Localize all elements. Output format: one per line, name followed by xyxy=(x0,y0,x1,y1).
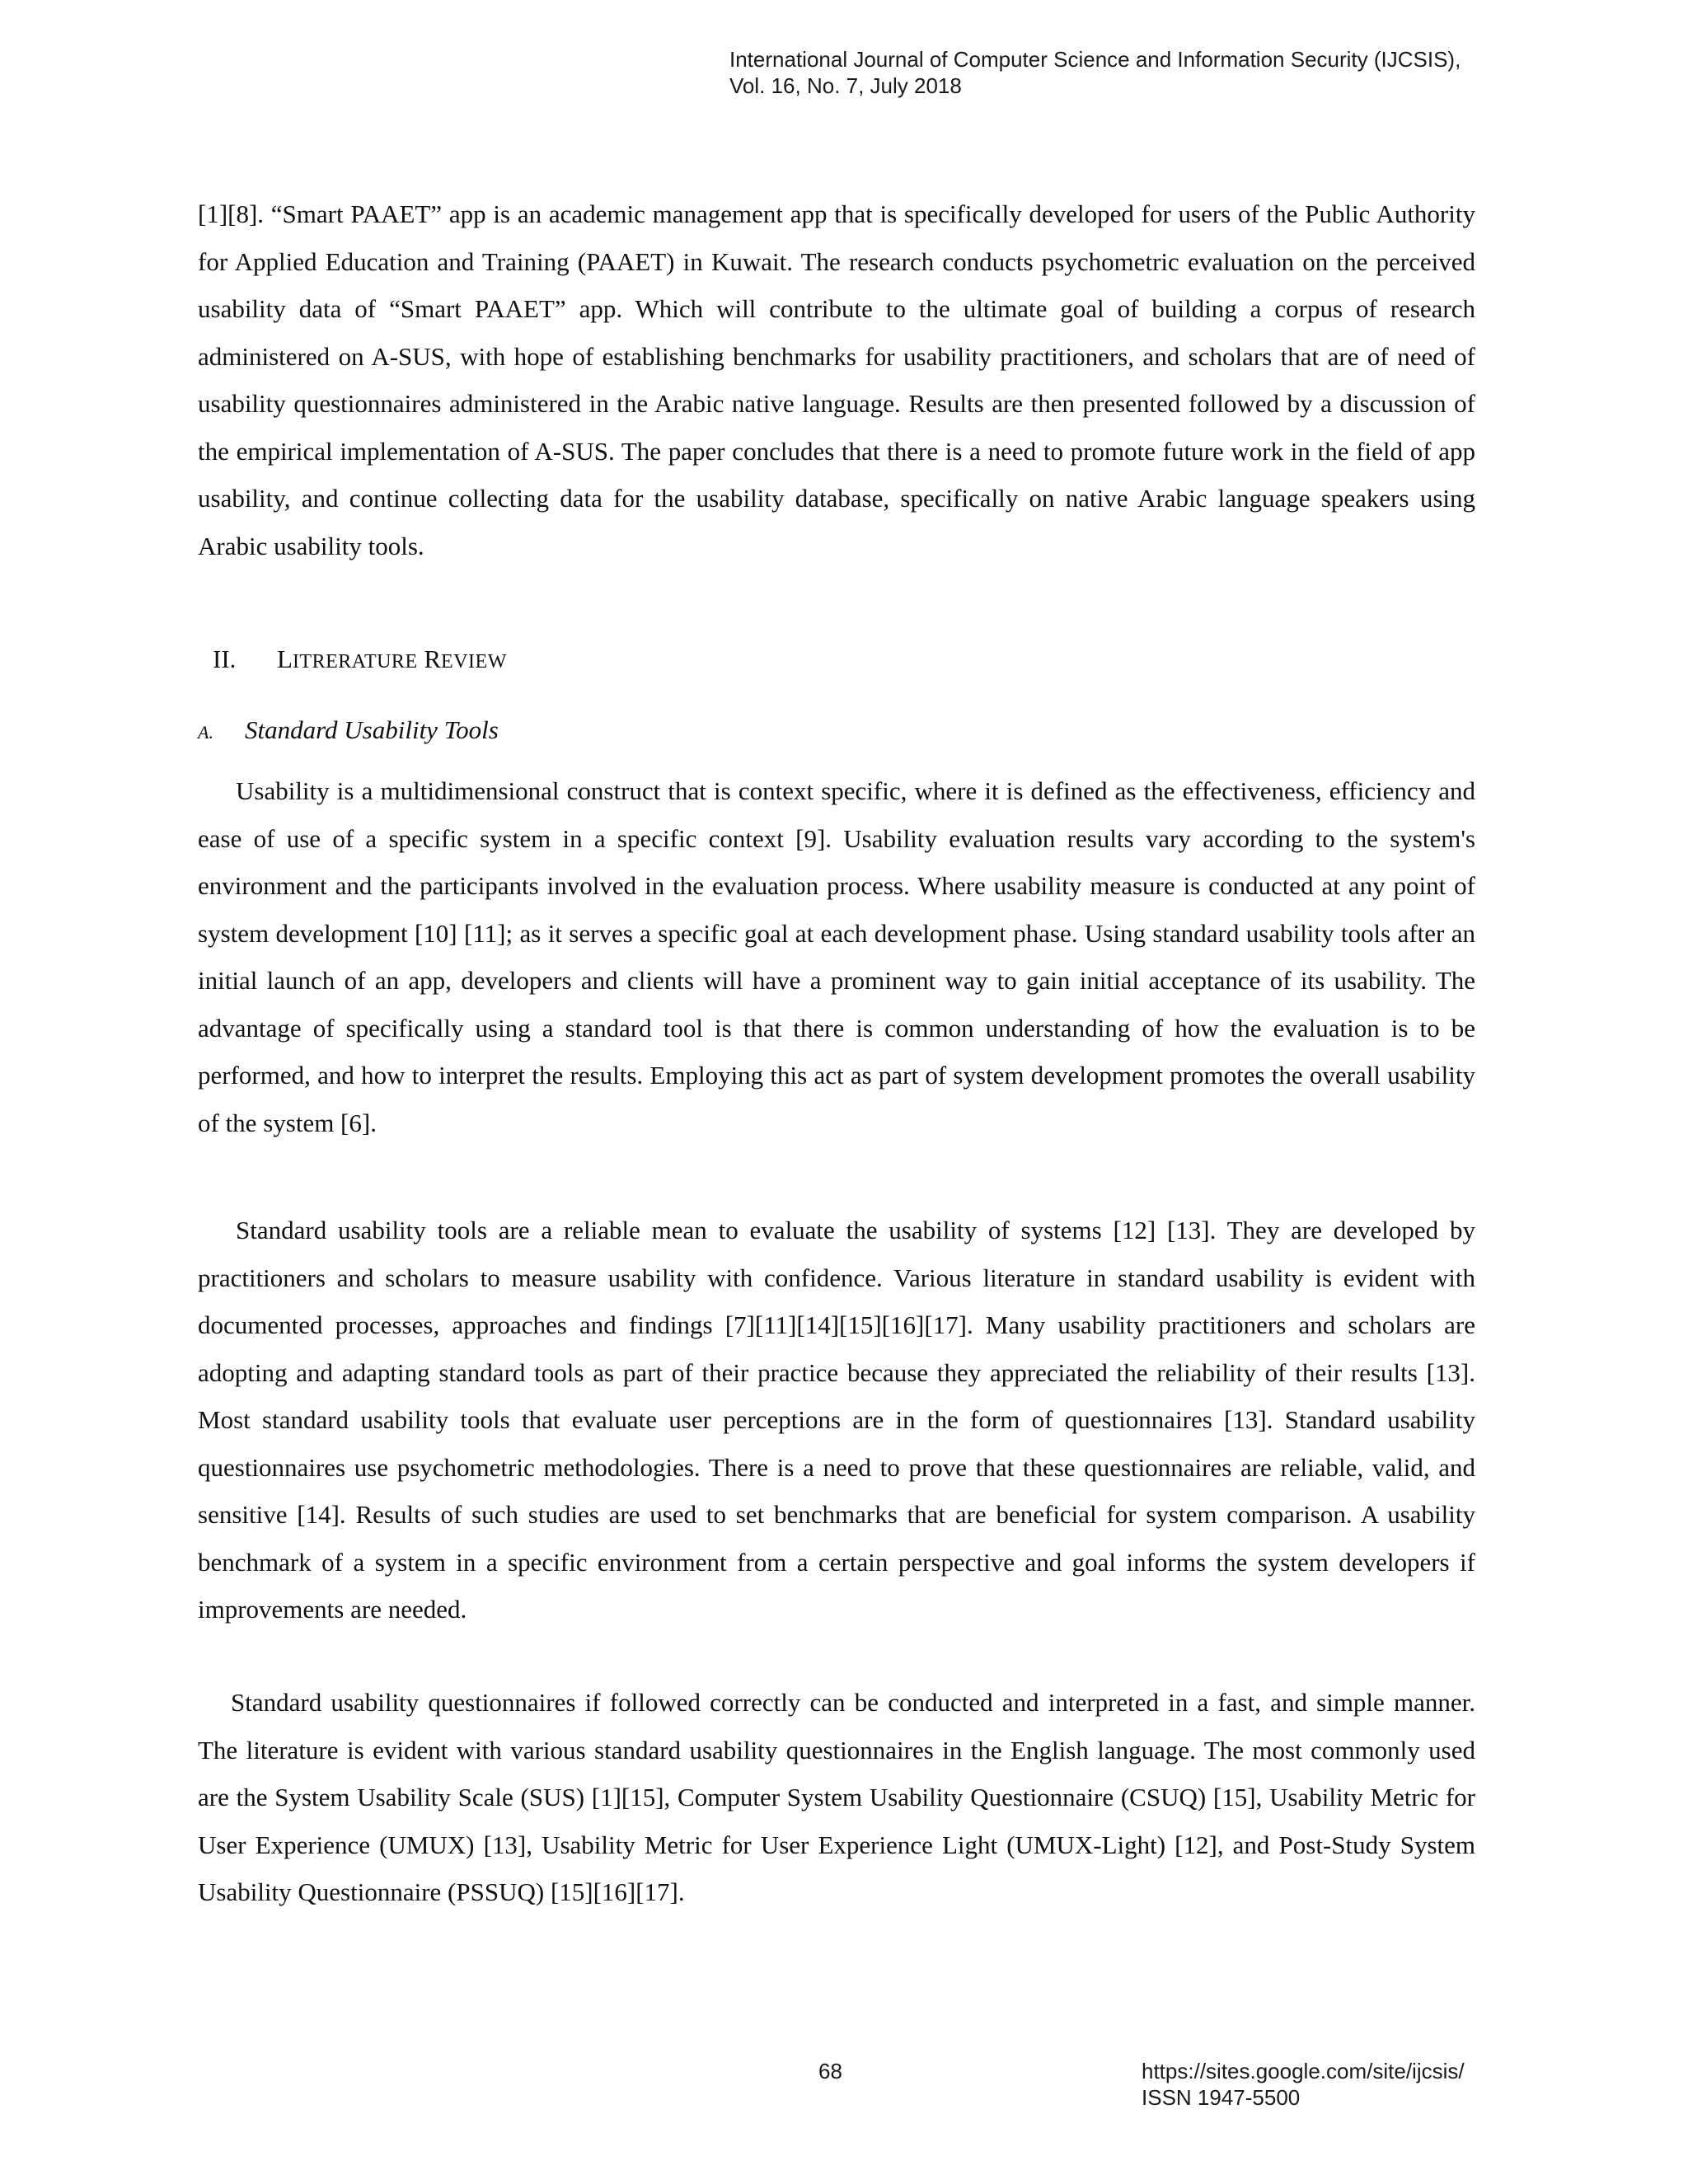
section-title-cap-2: R xyxy=(424,644,442,673)
journal-title-line: International Journal of Computer Science and Information Security (IJCSIS), xyxy=(729,47,1461,72)
journal-volume-line: Vol. 16, No. 7, July 2018 xyxy=(729,73,962,98)
footer-info xyxy=(1142,2058,1465,2111)
subsection-letter: A. xyxy=(198,722,213,743)
usability-paragraph-2: Standard usability tools are a reliable mean to evaluate the usability of systems [12] [13]. They are developed by practitioners and scholars to measure usability with confidence. Various literature in standard usability is evident with documented processes, approaches and findings [7][11][14][15][16][17]. Many usability practitioners and scholars are adopting and adapting standard tools as part of their practice because they appreciated the reliability of their results [13]. Most standard usability tools that evaluate user perceptions are in the form of questionnaires [13]. Standard usability questionnaires use psychometric methodologies. There is a need to prove that these questionnaires are reliable, valid, and sensitive [14]. Results of such studies are used to set benchmarks that are beneficial for system comparison. A usability benchmark of a system in a specific environment from a certain perspective and goal informs the system developers if improvements are needed. xyxy=(198,1216,1475,1624)
subsection-heading xyxy=(198,714,499,749)
issn: ISSN 1947-5500 xyxy=(1142,2085,1301,2110)
usability-paragraph-1: Usability is a multidimensional construct that is context specific, where it is defined as the effectiveness, efficiency and ease of use of a specific system in a specific context [9]. Usability evaluation results vary according to the system's environment and the participants involved in the evaluation process. Where usability measure is conducted at any point of system development [10] [11]; as it serves a specific goal at each development phase. Using standard usability tools after an initial launch of an app, developers and clients will have a prominent way to gain initial acceptance of its usability. The advantage of specifically using a standard tool is that there is common understanding of how the evaluation is to be performed, and how to interpret the results. Employing this act as part of system development promotes the overall usability of the system [6]. xyxy=(198,776,1475,1137)
page-number: 68 xyxy=(818,2059,842,2083)
subsection-title: Standard Usability Tools xyxy=(245,715,499,744)
section-heading xyxy=(213,643,507,678)
section-title-cap-1: L xyxy=(277,644,293,673)
section-numeral: II. xyxy=(213,644,237,673)
journal-url: https://sites.google.com/site/ijcsis/ xyxy=(1142,2059,1465,2083)
journal-header xyxy=(729,46,1461,99)
usability-paragraph-3: Standard usability questionnaires if followed correctly can be conducted and interpreted in a fast, and simple manner. The literature is evident with various standard usability questionnaires in the English language. The most commonly used are the System Usability Scale (SUS) [1][15], Computer System Usability Questionnaire (CSUQ) [15], Usability Metric for User Experience (UMUX) [13], Usability Metric for User Experience Light (UMUX-Light) [12], and Post-Study System Usability Questionnaire (PSSUQ) [15][16][17]. xyxy=(198,1688,1475,1906)
section-title-rest-2: EVIEW xyxy=(441,651,507,673)
section-title-rest-1: ITRERATURE xyxy=(292,651,418,673)
intro-paragraph: [1][8]. “Smart PAAET” app is an academic management app that is specifically developed for users of the Public Authority for Applied Education and Training (PAAET) in Kuwait. The research conducts psychometric evaluation on the perceived usability data of “Smart PAAET” app. Which will contribute to the ultimate goal of building a corpus of research administered on A-SUS, with hope of establishing benchmarks for usability practitioners, and scholars that are of need of usability questionnaires administered in the Arabic native language. Results are then presented followed by a discussion of the empirical implementation of A-SUS. The paper concludes that there is a need to promote future work in the field of app usability, and continue collecting data for the usability database, specifically on native Arabic language speakers using Arabic usability tools. xyxy=(198,199,1475,560)
